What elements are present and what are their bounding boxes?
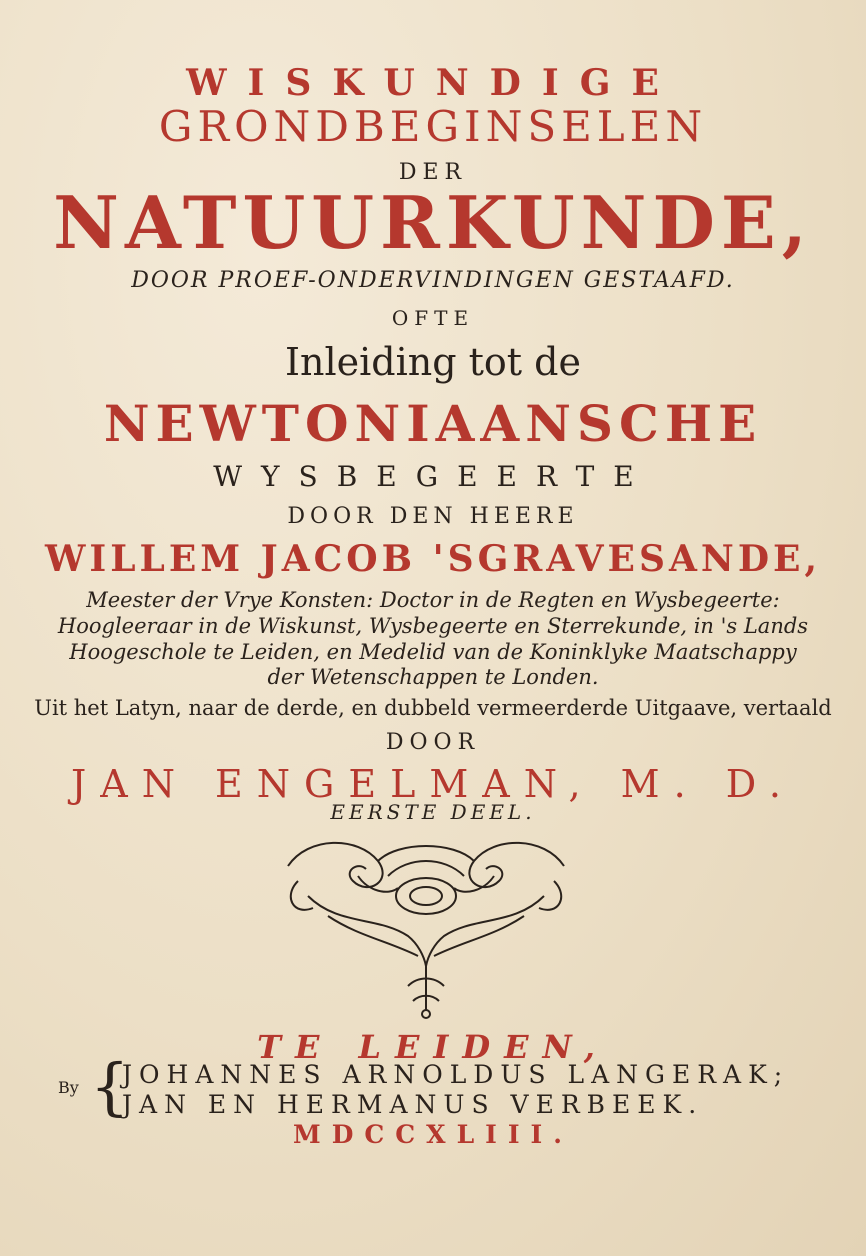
- credentials-line: der Wetenschappen te Londen.: [267, 665, 599, 689]
- volume-label: EERSTE DEEL.: [330, 800, 536, 824]
- imprint-place: TE LEIDEN,: [257, 1028, 609, 1066]
- imprint-printer-1: JOHANNES ARNOLDUS LANGERAK;: [122, 1060, 790, 1089]
- imprint-by: By: [58, 1078, 79, 1097]
- imprint-printer-2: JAN EN HERMANUS VERBEEK.: [122, 1090, 704, 1119]
- brace-icon: {: [90, 1050, 130, 1123]
- subtitle-proef: DOOR PROEF-ONDERVINDINGEN GESTAAFD.: [131, 268, 735, 293]
- translation-note: Uit het Latyn, naar de derde, en dubbeld vermeerderde Uitgaave, vertaald: [34, 696, 832, 720]
- title-line-natuurkunde: NATUURKUNDE,: [53, 180, 813, 265]
- author-intro: DOOR DEN HEERE: [287, 504, 579, 529]
- subtitle-inleiding: Inleiding tot de: [285, 340, 581, 384]
- author-name: WILLEM JACOB 'SGRAVESANDE,: [44, 538, 822, 580]
- translator-name: JAN ENGELMAN, M. D.: [71, 762, 795, 806]
- title-line-wiskundige: WISKUNDIGE: [186, 62, 680, 104]
- title-line-wysbegeerte: WYSBEGEERTE: [213, 460, 653, 493]
- printers-ornament-icon: [268, 836, 584, 1020]
- title-line-newtoniaansche: NEWTONIAANSCHE: [103, 394, 763, 453]
- credentials-line: Meester der Vrye Konsten: Doctor in de Regten en Wysbegeerte:: [86, 588, 780, 612]
- credentials-line: Hoogeschole te Leiden, en Medelid van de Koninklyke Maatschappy: [69, 640, 797, 664]
- credentials-line: Hoogleeraar in de Wiskunst, Wysbegeerte en Sterrekunde, in 's Lands: [57, 614, 809, 638]
- title-line-grondbeginselen: GRONDBEGINSELEN: [158, 102, 708, 151]
- translator-intro: DOOR: [385, 730, 481, 755]
- subtitle-ofte: OFTE: [391, 306, 475, 330]
- title-line-der: DER: [398, 160, 468, 185]
- imprint-year: MDCCXLIII.: [293, 1120, 573, 1149]
